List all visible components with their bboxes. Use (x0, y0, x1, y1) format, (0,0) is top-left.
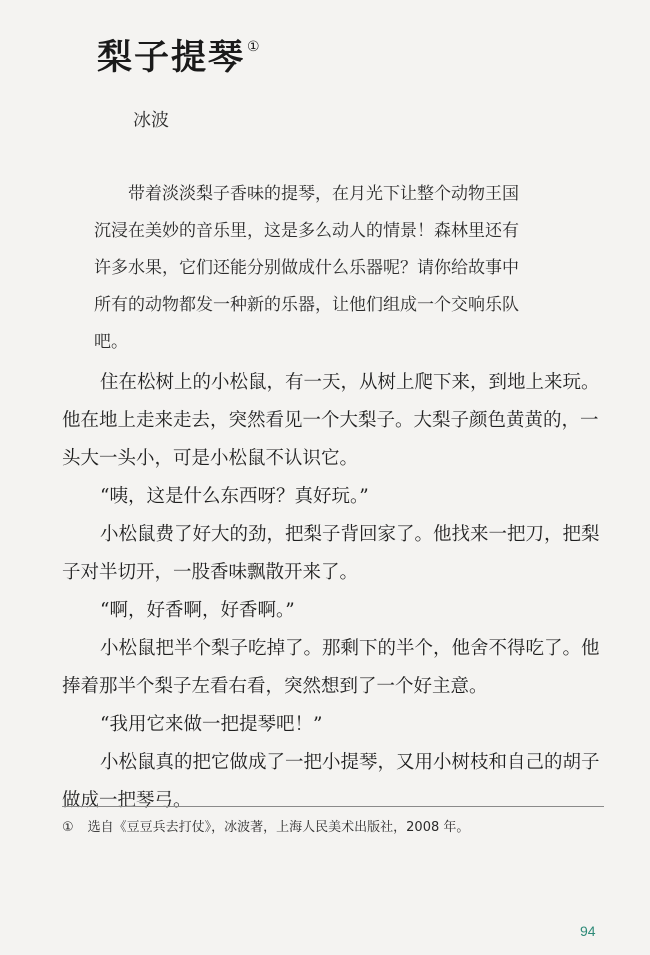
story-body (62, 364, 602, 820)
paragraph: “咦，这是什么东西呀？真好玩。” (100, 486, 369, 507)
footnote-mark: ① (62, 820, 74, 835)
author-name: 冰波 (133, 110, 169, 131)
paragraph: 住在松树上的小松鼠，有一天，从树上爬下来，到地上来玩。他在地上走来走去，突然看见一个大梨子。大梨子颜色黄黄的，一头大一头小，可是小松鼠不认识它。 (62, 372, 600, 469)
title-footnote-mark: ① (247, 39, 262, 55)
title-text: 梨子提琴 (97, 38, 246, 78)
paragraph: “啊，好香啊，好香啊。” (100, 600, 295, 621)
footnote-divider (62, 806, 604, 807)
page-number: 94 (580, 923, 596, 939)
footnote (62, 816, 469, 835)
paragraph: 小松鼠费了好大的劲，把梨子背回家了。他找来一把刀，把梨子对半切开，一股香味飘散开来了。 (62, 524, 600, 583)
intro-text: 带着淡淡梨子香味的提琴，在月光下让整个动物王国沉浸在美妙的音乐里，这是多么动人的情景！森林里还有许多水果，它们还能分别做成什么乐器呢？请你给故事中所有的动物都发一种新的乐器，让他们组成一个交响乐队吧。 (94, 184, 519, 352)
paragraph: 小松鼠把半个梨子吃掉了。那剩下的半个，他舍不得吃了。他捧着那半个梨子左看右看，突然想到了一个好主意。 (62, 638, 600, 697)
paragraph: “我用它来做一把提琴吧！” (100, 714, 323, 735)
paragraph: 小松鼠真的把它做成了一把小提琴，又用小树枝和自己的胡子做成一把琴弓。 (62, 752, 600, 811)
page-title (97, 30, 262, 80)
footnote-text: 选自《豆豆兵去打仗》，冰波著，上海人民美术出版社，2008 年。 (87, 820, 470, 835)
